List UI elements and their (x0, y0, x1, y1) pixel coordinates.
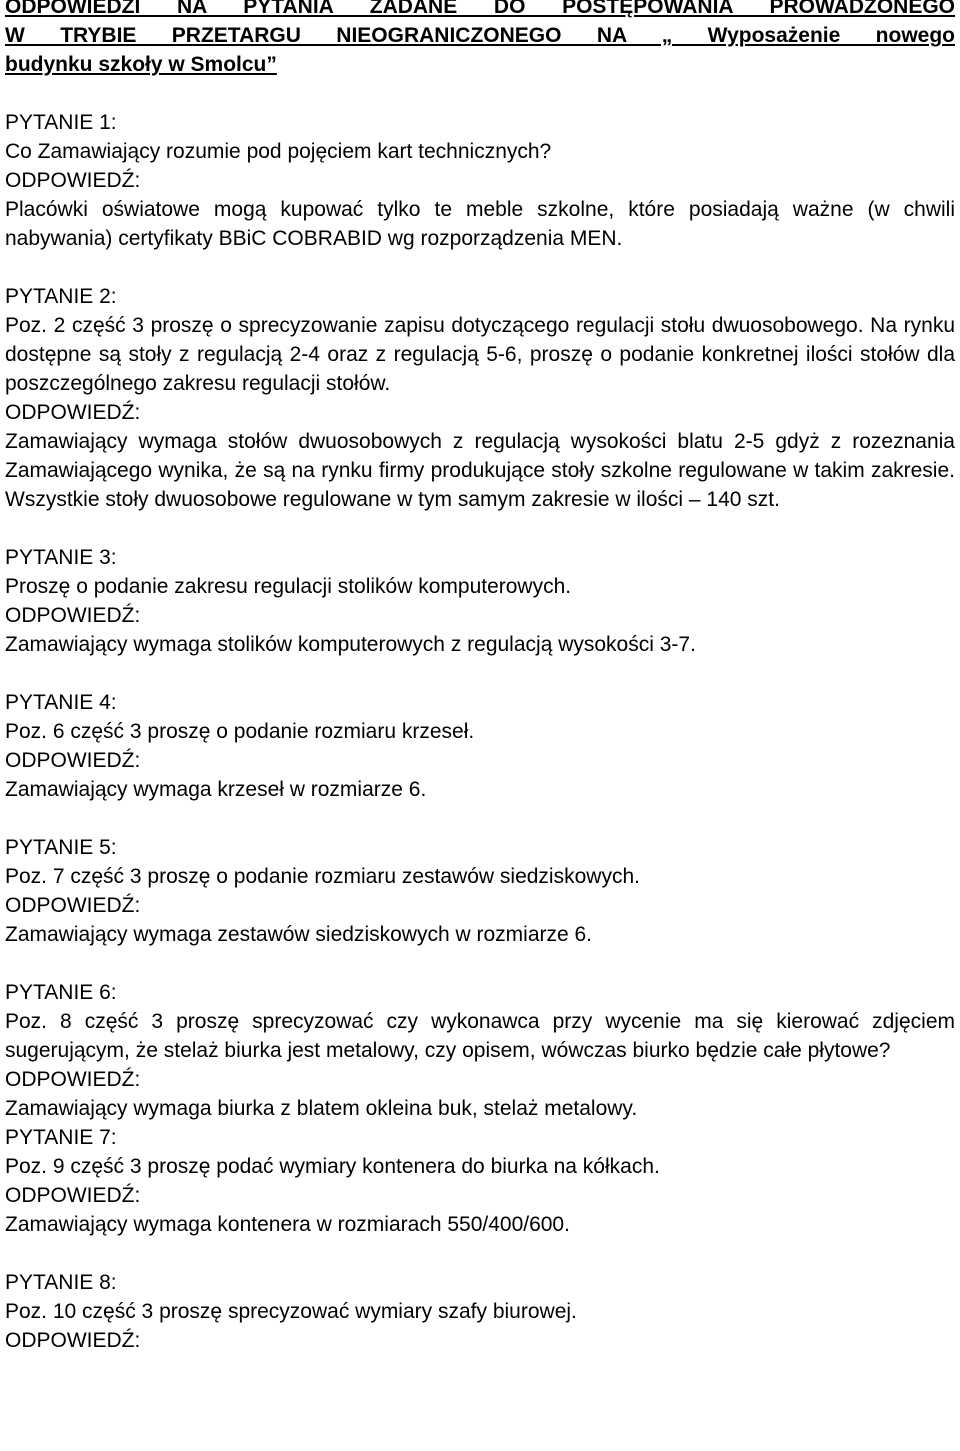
question-text: Poz. 7 część 3 proszę o podanie rozmiaru zestawów siedziskowych. (5, 865, 640, 888)
question-text: Poz. 8 część 3 proszę sprecyzować czy wykonawca przy wycenie ma się kierować zdjęciem sugerującym, że stelaż biurka jest metalowy, czy opisem, wówczas biurko będzie całe płytowe? (5, 1010, 955, 1062)
answer-label: ODPOWIEDŹ: (5, 894, 141, 917)
question-text: Poz. 9 część 3 proszę podać wymiary kontenera do biurka na kółkach. (5, 1155, 660, 1178)
answer-label: ODPOWIEDŹ: (5, 749, 141, 772)
question-text: Poz. 6 część 3 proszę o podanie rozmiaru krzeseł. (5, 720, 475, 743)
answer-text: Zamawiający wymaga stołów dwuosobowych z regulacją wysokości blatu 2-5 gdyż z rozeznania Zamawiającego wynika, że są na rynku firmy produkujące stoły szkolne regulowane w takim zakresie. Wszystkie stoły dwuosobowe regulowane w tym samym zakresie w ilości – 140 szt. (5, 430, 955, 511)
question-label: PYTANIE 4: (5, 691, 117, 714)
question-label: PYTANIE 2: (5, 285, 117, 308)
answer-label: ODPOWIEDŹ: (5, 401, 141, 424)
answer-text: Zamawiający wymaga krzeseł w rozmiarze 6. (5, 778, 427, 801)
answer-label: ODPOWIEDŹ: (5, 1329, 141, 1352)
qa-item-1 (5, 108, 955, 253)
title-line-2: W TRYBIE PRZETARGU NIEOGRANICZONEGO NA „ Wyposażenie nowego (5, 24, 955, 47)
title-line-3: budynku szkoły w Smolcu” (5, 53, 277, 76)
answer-label: ODPOWIEDŹ: (5, 1184, 141, 1207)
qa-item-4 (5, 688, 955, 804)
qa-item-7 (5, 1123, 955, 1239)
answer-label: ODPOWIEDŹ: (5, 1068, 141, 1091)
answer-text: Zamawiający wymaga stolików komputerowych z regulacją wysokości 3-7. (5, 633, 696, 656)
document (5, 0, 955, 1355)
answer-text: Placówki oświatowe mogą kupować tylko te meble szkolne, które posiadają ważne (w chwili nabywania) certyfikaty BBiC COBRABID wg rozporządzenia MEN. (5, 198, 955, 250)
qa-item-8 (5, 1268, 955, 1355)
qa-item-5 (5, 833, 955, 949)
question-label: PYTANIE 8: (5, 1271, 117, 1294)
question-text: Proszę o podanie zakresu regulacji stolików komputerowych. (5, 575, 572, 598)
question-label: PYTANIE 5: (5, 836, 117, 859)
question-text: Poz. 10 część 3 proszę sprecyzować wymiary szafy biurowej. (5, 1300, 577, 1323)
qa-item-3 (5, 543, 955, 659)
qa-item-6 (5, 978, 955, 1123)
answer-text: Zamawiający wymaga biurka z blatem okleina buk, stelaż metalowy. (5, 1097, 638, 1120)
qa-item-2 (5, 282, 955, 514)
document-title (5, 0, 955, 79)
question-label: PYTANIE 1: (5, 111, 117, 134)
answer-text: Zamawiający wymaga kontenera w rozmiarach 550/400/600. (5, 1213, 570, 1236)
question-label: PYTANIE 3: (5, 546, 117, 569)
answer-label: ODPOWIEDŹ: (5, 604, 141, 627)
question-label: PYTANIE 6: (5, 981, 117, 1004)
title-line-1: ODPOWIEDZI NA PYTANIA ZADANE DO POSTĘPOWANIA PROWADZONEGO (5, 0, 955, 18)
question-text: Poz. 2 część 3 proszę o sprecyzowanie zapisu dotyczącego regulacji stołu dwuosobowego. Na rynku dostępne są stoły z regulacją 2-4 oraz z regulacją 5-6, proszę o podanie konkretnej ilości stołów dla poszczególnego zakresu regulacji stołów. (5, 314, 955, 395)
answer-label: ODPOWIEDŹ: (5, 169, 141, 192)
answer-text: Zamawiający wymaga zestawów siedziskowych w rozmiarze 6. (5, 923, 593, 946)
question-text: Co Zamawiający rozumie pod pojęciem kart technicznych? (5, 140, 552, 163)
question-label: PYTANIE 7: (5, 1126, 117, 1149)
